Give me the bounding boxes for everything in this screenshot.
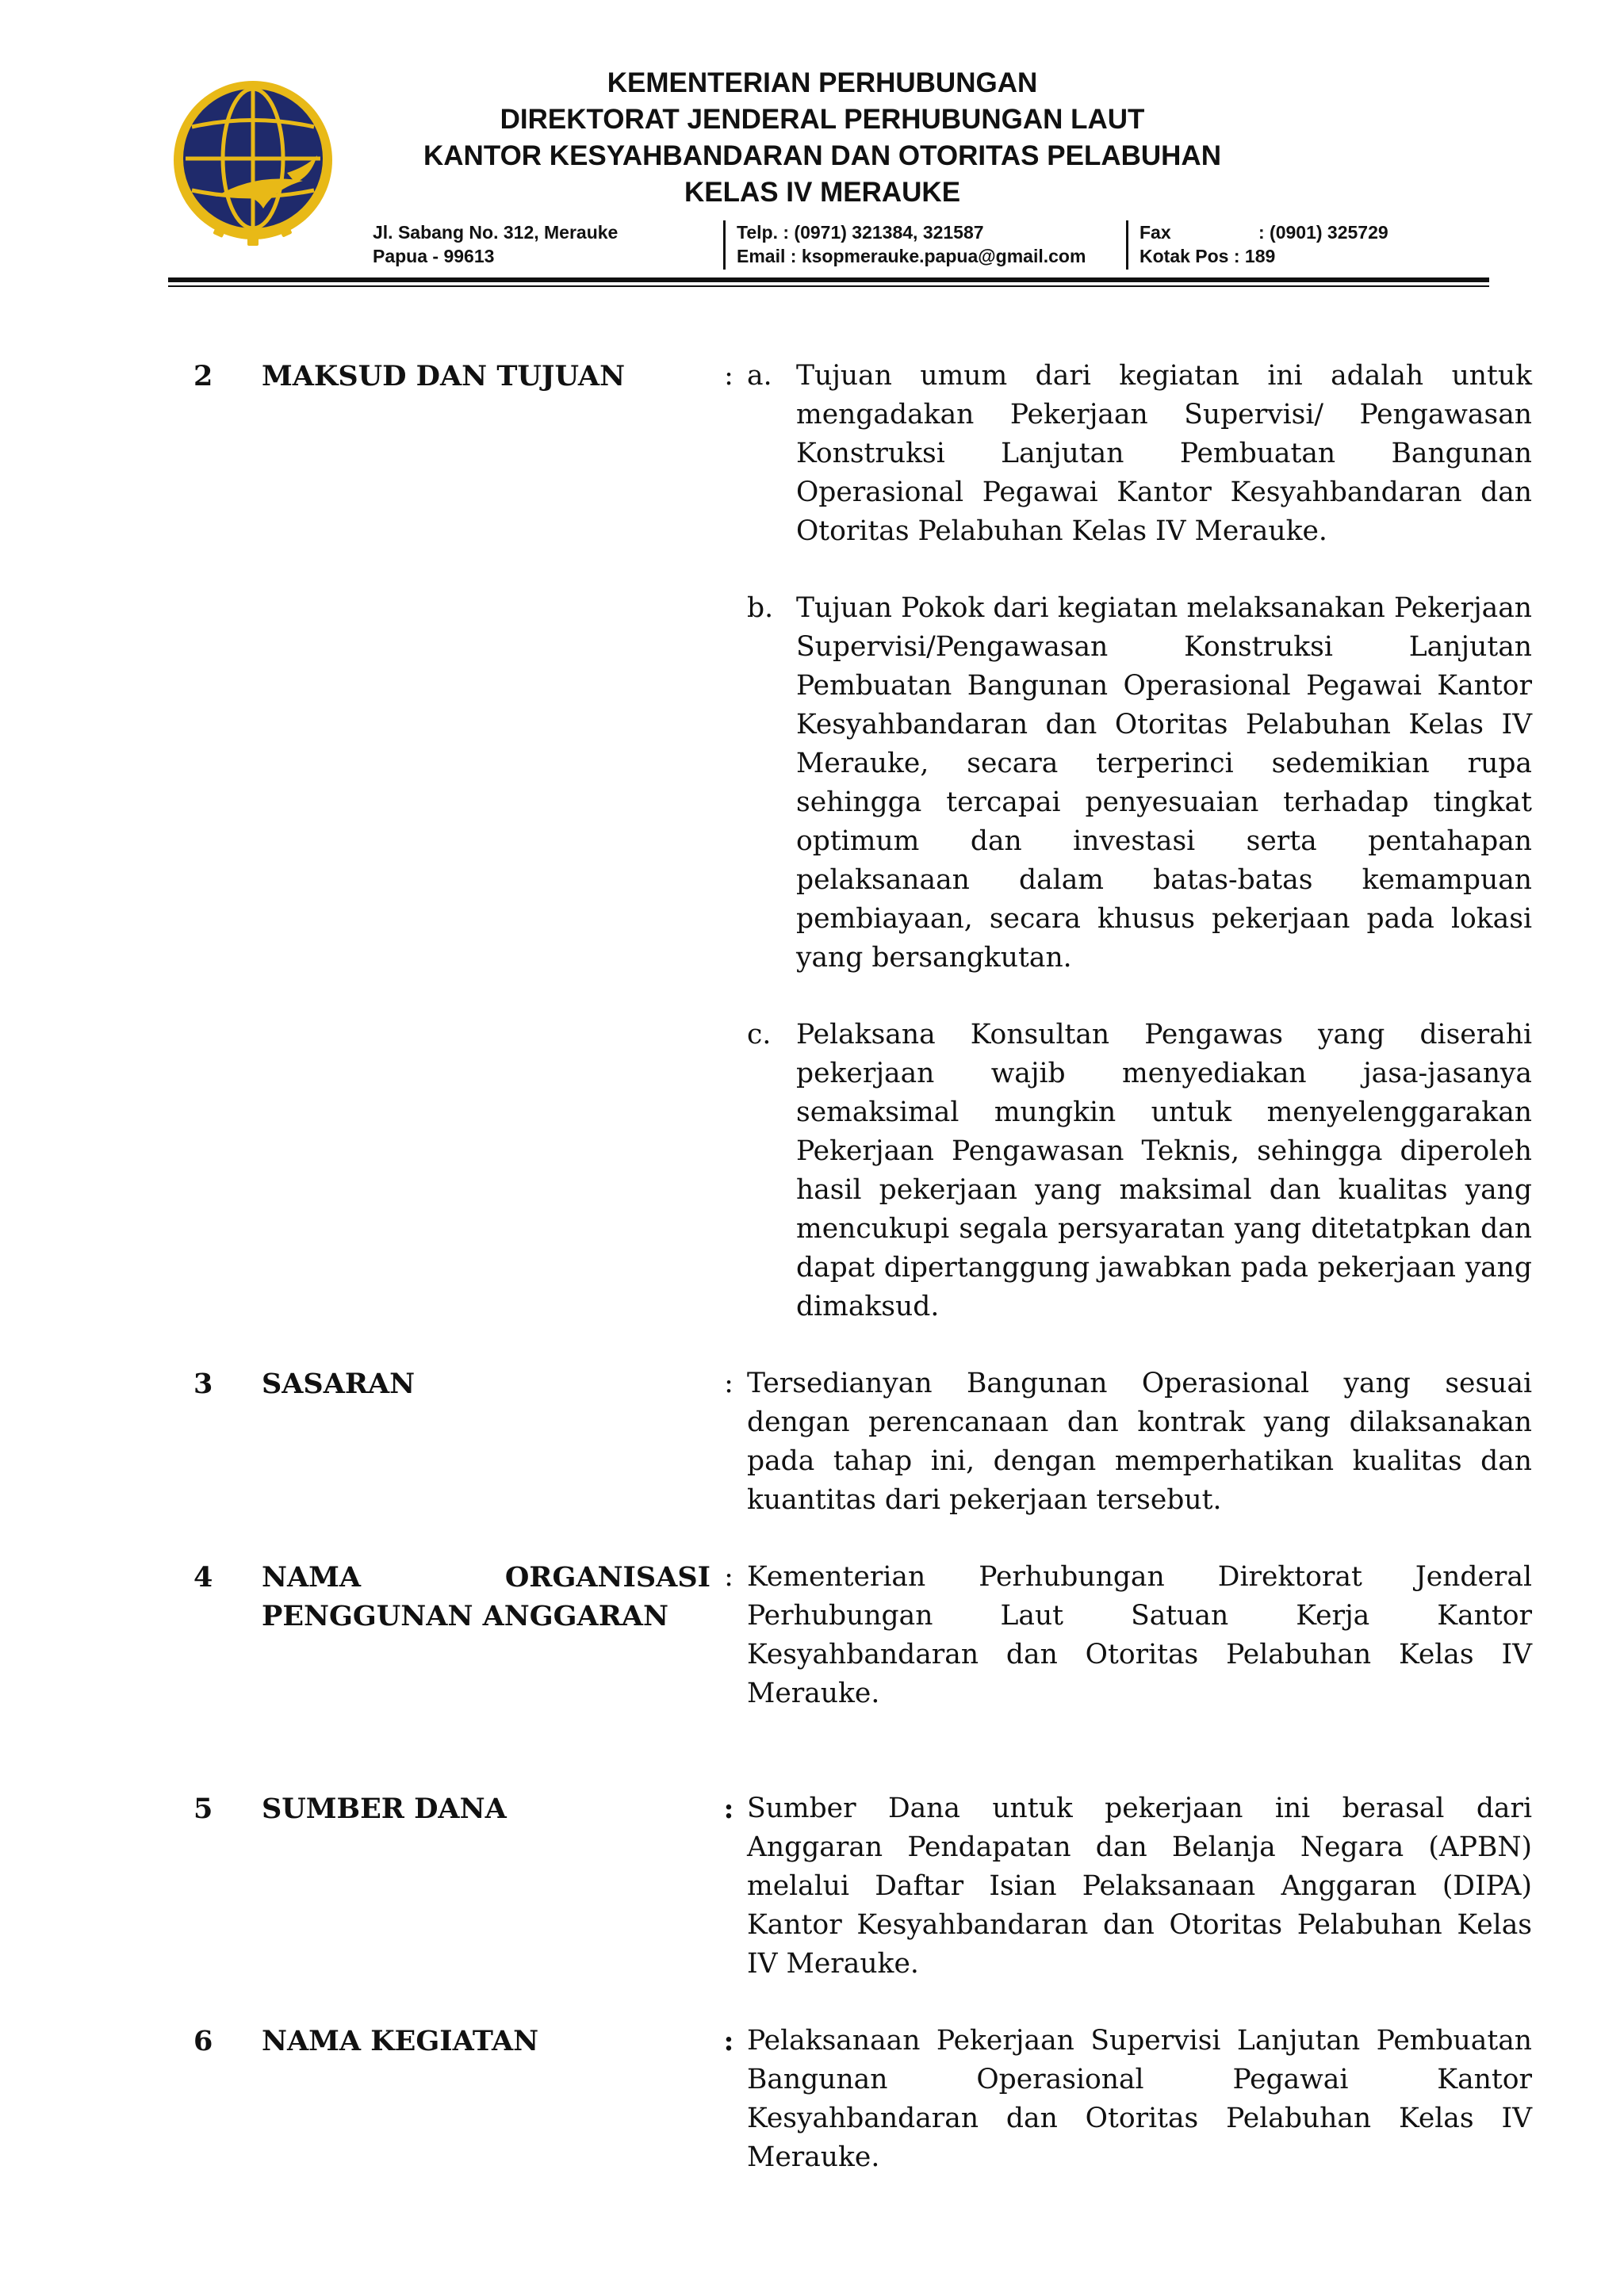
section-sasaran xyxy=(193,1364,1532,1520)
phone-key: Telp. xyxy=(737,222,778,243)
section-description: Kementerian Perhubungan Direktorat Jenderal Perhubungan Laut Satuan Kerja Kantor Kesyahbandaran dan Otoritas Pelabuhan Kelas IV Merauke. xyxy=(747,1561,1532,1709)
list-item xyxy=(747,589,1532,978)
org-line-office: KANTOR KESYAHBANDARAN DAN OTORITAS PELABUHAN xyxy=(423,140,1221,171)
section-label-word-1: NAMA xyxy=(262,1561,362,1594)
fax-value: : (0901) 325729 xyxy=(1258,222,1388,243)
org-line-ministry: KEMENTERIAN PERHUBUNGAN xyxy=(607,67,1038,98)
section-label-line-1 xyxy=(262,1558,710,1597)
section-label xyxy=(262,1558,710,1636)
phone-line xyxy=(737,220,1086,244)
section-nama-kegiatan xyxy=(193,2022,1532,2177)
list-item-letter: b. xyxy=(747,592,774,624)
section-colon: : xyxy=(723,2025,734,2057)
section-colon: : xyxy=(724,360,733,392)
email-key: Email xyxy=(737,246,786,266)
section-label: MAKSUD DAN TUJUAN xyxy=(262,360,626,392)
letterhead-divider-thick xyxy=(168,277,1489,282)
section-number: 2 xyxy=(193,360,213,392)
fax-key: Fax xyxy=(1139,222,1171,243)
section-label: NAMA KEGIATAN xyxy=(262,2025,539,2057)
pobox-key: Kotak Pos xyxy=(1139,246,1229,266)
section-label: SUMBER DANA xyxy=(262,1793,507,1825)
list-item-letter: a. xyxy=(747,360,772,392)
document-body xyxy=(193,357,1532,2177)
section-colon: : xyxy=(724,1561,733,1593)
section-description xyxy=(747,357,1532,1326)
fax-pobox-block xyxy=(1126,220,1388,270)
section-colon: : xyxy=(723,1793,734,1825)
fax-line xyxy=(1139,220,1388,244)
section-number: 3 xyxy=(193,1368,213,1400)
email-value: : ksopmerauke.papua@gmail.com xyxy=(790,246,1086,266)
section-label-line-2: PENGGUNAN ANGGARAN xyxy=(262,1600,668,1632)
section-number: 5 xyxy=(193,1793,213,1825)
org-line-class: KELAS IV MERAUKE xyxy=(684,177,961,208)
pobox-line xyxy=(1139,244,1388,268)
section-description: Pelaksanaan Pekerjaan Supervisi Lanjutan Pembuatan Bangunan Operasional Pegawai Kantor Kesyahbandaran dan Otoritas Pelabuhan Kelas IV Merauke. xyxy=(747,2025,1532,2173)
address-line-2: Papua - 99613 xyxy=(373,246,495,266)
list-item xyxy=(747,357,1532,551)
phone-email-block xyxy=(723,220,1086,270)
letterhead-divider-thin xyxy=(168,285,1489,287)
section-sumber-dana xyxy=(193,1789,1532,1984)
address-line-1: Jl. Sabang No. 312, Merauke xyxy=(373,222,619,243)
phone-value: : (0971) 321384, 321587 xyxy=(783,222,984,243)
pobox-value: : 189 xyxy=(1233,246,1276,266)
section-label: SASARAN xyxy=(262,1368,416,1400)
section-label-word-2: ORGANISASI xyxy=(504,1561,710,1594)
list-item-text: Pelaksana Konsultan Pengawas yang diserahi pekerjaan wajib menyediakan jasa-jasanya semaksimal mungkin untuk menyelenggarakan Pekerjaan Pengawasan Teknis, sehingga diperoleh hasil pekerjaan yang maksimal dan kualitas yang mencukupi segala persyaratan yang ditetatpkan dan dapat dipertanggung jawabkan pada pekerjaan yang dimaksud. xyxy=(796,1019,1532,1322)
section-colon: : xyxy=(724,1368,733,1399)
email-line xyxy=(737,244,1086,268)
address-block xyxy=(373,220,618,268)
org-line-directorate: DIREKTORAT JENDERAL PERHUBUNGAN LAUT xyxy=(500,104,1145,135)
list-item xyxy=(747,1016,1532,1326)
section-description: Tersedianyan Bangunan Operasional yang sesuai dengan perencanaan dan kontrak yang dilaksanakan pada tahap ini, dengan memperhatikan kualitas dan kuantitas dari pekerjaan tersebut. xyxy=(747,1368,1532,1516)
contact-info xyxy=(168,220,1489,273)
list-item-text: Tujuan Pokok dari kegiatan melaksanakan Pekerjaan Supervisi/Pengawasan Konstruksi Lanjutan Pembuatan Bangunan Operasional Pegawai Kantor Kesyahbandaran dan Otoritas Pelabuhan Kelas IV Merauke, secara terperinci sedemikian rupa sehingga tercapai penyesuaian terhadap tingkat optimum dan investasi serta pentahapan pelaksanaan dalam batas-batas kemampuan pembiayaan, secara khusus pekerjaan pada lokasi yang bersangkutan. xyxy=(796,592,1532,974)
letterhead xyxy=(168,62,1489,292)
organization-name xyxy=(382,65,1262,211)
section-number: 6 xyxy=(193,2025,213,2057)
section-number: 4 xyxy=(193,1561,213,1594)
section-maksud-tujuan xyxy=(193,357,1532,1326)
list-item-text: Tujuan umum dari kegiatan ini adalah untuk mengadakan Pekerjaan Supervisi/ Pengawasan Konstruksi Lanjutan Pembuatan Bangunan Operasional Pegawai Kantor Kesyahbandaran dan Otoritas Pelabuhan Kelas IV Merauke. xyxy=(796,360,1532,547)
section-description: Sumber Dana untuk pekerjaan ini berasal dari Anggaran Pendapatan dan Belanja Negara (APBN) melalui Daftar Isian Pelaksanaan Anggaran (DIPA) Kantor Kesyahbandaran dan Otoritas Pelabuhan Kelas IV Merauke. xyxy=(747,1793,1532,1980)
section-nama-organisasi xyxy=(193,1558,1532,1713)
list-item-letter: c. xyxy=(747,1019,772,1050)
